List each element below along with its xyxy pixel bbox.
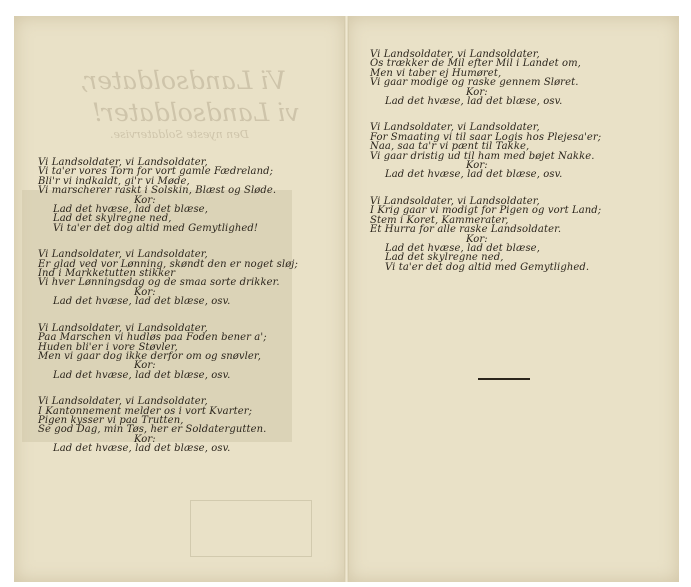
right-page-poem bbox=[370, 50, 670, 289]
verse-line: Vi Landsoldater, vi Landsoldater, bbox=[38, 157, 208, 168]
verse-line: Vi hver Lønningsdag og de smaa sorte drikker. bbox=[38, 277, 280, 289]
paper-stain-lower bbox=[190, 500, 312, 557]
chorus-label: Kor: bbox=[466, 233, 488, 245]
verse-line: Huden bli'er i vore Støvler, bbox=[38, 341, 178, 353]
refrain-line: Lad det hvæse, lad det blæse, osv. bbox=[53, 369, 231, 381]
chorus-label: Kor: bbox=[466, 160, 488, 172]
verse-line: Men vi gaar dog ikke derfor om og snøvler, bbox=[38, 350, 261, 362]
bleed-through-subtitle: Den nyeste Soldatervise. bbox=[110, 128, 249, 141]
stanza bbox=[38, 397, 323, 453]
left-page-poem bbox=[38, 158, 323, 471]
verse-line: Er glad ved vor Lønning, skøndt den er noget sløj; bbox=[38, 258, 298, 270]
refrain-line: Lad det hvæse, lad det blæse, osv. bbox=[385, 169, 563, 181]
chorus-label: Kor: bbox=[466, 86, 488, 98]
stanza bbox=[38, 324, 323, 380]
verse-line: I Krig gaar vi modigt for Pigen og vort Land; bbox=[370, 205, 602, 217]
verse-line: Vi gaar modige og raske gennem Sløret. bbox=[370, 77, 579, 89]
page-gutter bbox=[344, 16, 349, 582]
verse-line: For Smaating vi til saar Logis hos Plejesa'er; bbox=[370, 131, 602, 143]
verse-line: Vi Landsoldater, vi Landsoldater, bbox=[38, 322, 208, 334]
verse-line: Paa Marschen vi hudløs paa Foden bener a'; bbox=[38, 332, 267, 344]
chorus-label: Kor: bbox=[134, 433, 156, 445]
verse-line: Pigen kysser vi paa Trutten, bbox=[38, 414, 184, 426]
bleed-through-title-1: Vi Landsoldater, bbox=[80, 66, 286, 95]
end-rule bbox=[478, 378, 530, 380]
verse-line: Vi Landsoldater, vi Landsoldater, bbox=[38, 396, 208, 408]
verse-line: Vi Landsoldater, vi Landsoldater, bbox=[370, 49, 540, 60]
stanza bbox=[38, 158, 323, 233]
refrain-line: Lad det skylregne ned, bbox=[53, 213, 172, 225]
verse-line: Se god Dag, min Tøs, her er Soldatergutten. bbox=[38, 424, 267, 436]
verse-line: Vi ta'er vores Torn for vort gamle Fædreland; bbox=[38, 166, 274, 178]
stanza bbox=[370, 123, 670, 179]
verse-line: I Kantonnement melder os i vort Kvarter; bbox=[38, 405, 253, 417]
verse-line: Bli'r vi indkaldt, gi'r vi Møde, bbox=[38, 175, 190, 187]
verse-line: Vi Landsoldater, vi Landsoldater, bbox=[370, 195, 540, 207]
chorus-label: Kor: bbox=[134, 286, 156, 298]
refrain-line: Lad det hvæse, lad det blæse, osv. bbox=[385, 96, 563, 108]
stanza bbox=[370, 50, 670, 106]
chorus-label: Kor: bbox=[134, 360, 156, 372]
verse-line: Vi Landsoldater, vi Landsoldater, bbox=[370, 122, 540, 134]
verse-line: Naa, saa ta'r vi pænt til Takke, bbox=[370, 141, 530, 153]
refrain-line: Lad det skylregne ned, bbox=[385, 252, 504, 264]
refrain-line: Lad det hvæse, lad det blæse, bbox=[385, 242, 540, 254]
refrain-line: Lad det hvæse, lad det blæse, bbox=[53, 204, 208, 216]
verse-line: Vi gaar dristig ud til ham med bøjet Nakke. bbox=[370, 150, 595, 162]
verse-line: Stem i Koret, Kammerater, bbox=[370, 214, 509, 226]
refrain-line: Lad det hvæse, lad det blæse, osv. bbox=[53, 296, 231, 308]
verse-line: Vi Landsoldater, vi Landsoldater, bbox=[38, 249, 208, 261]
verse-line: Men vi taber ej Humøret, bbox=[370, 67, 502, 79]
verse-line: Ind i Markketutten stikker bbox=[38, 268, 176, 280]
refrain-line: Vi ta'er det dog altid med Gemytlighed! bbox=[53, 222, 259, 234]
stanza bbox=[370, 197, 670, 272]
chorus-label: Kor: bbox=[134, 194, 156, 206]
verse-line: Vi marscherer raskt i Solskin, Blæst og Sløde. bbox=[38, 185, 277, 197]
refrain-line: Lad det hvæse, lad det blæse, osv. bbox=[53, 443, 231, 455]
verse-line: Os trækker de Mil efter Mil i Landet om, bbox=[370, 58, 581, 70]
bleed-through-title-2: vi Landsoldater! bbox=[92, 98, 300, 127]
stanza bbox=[38, 250, 323, 306]
verse-line: Et Hurra for alle raske Landsoldater. bbox=[370, 224, 562, 236]
refrain-line: Vi ta'er det dog altid med Gemytlighed. bbox=[385, 261, 590, 273]
